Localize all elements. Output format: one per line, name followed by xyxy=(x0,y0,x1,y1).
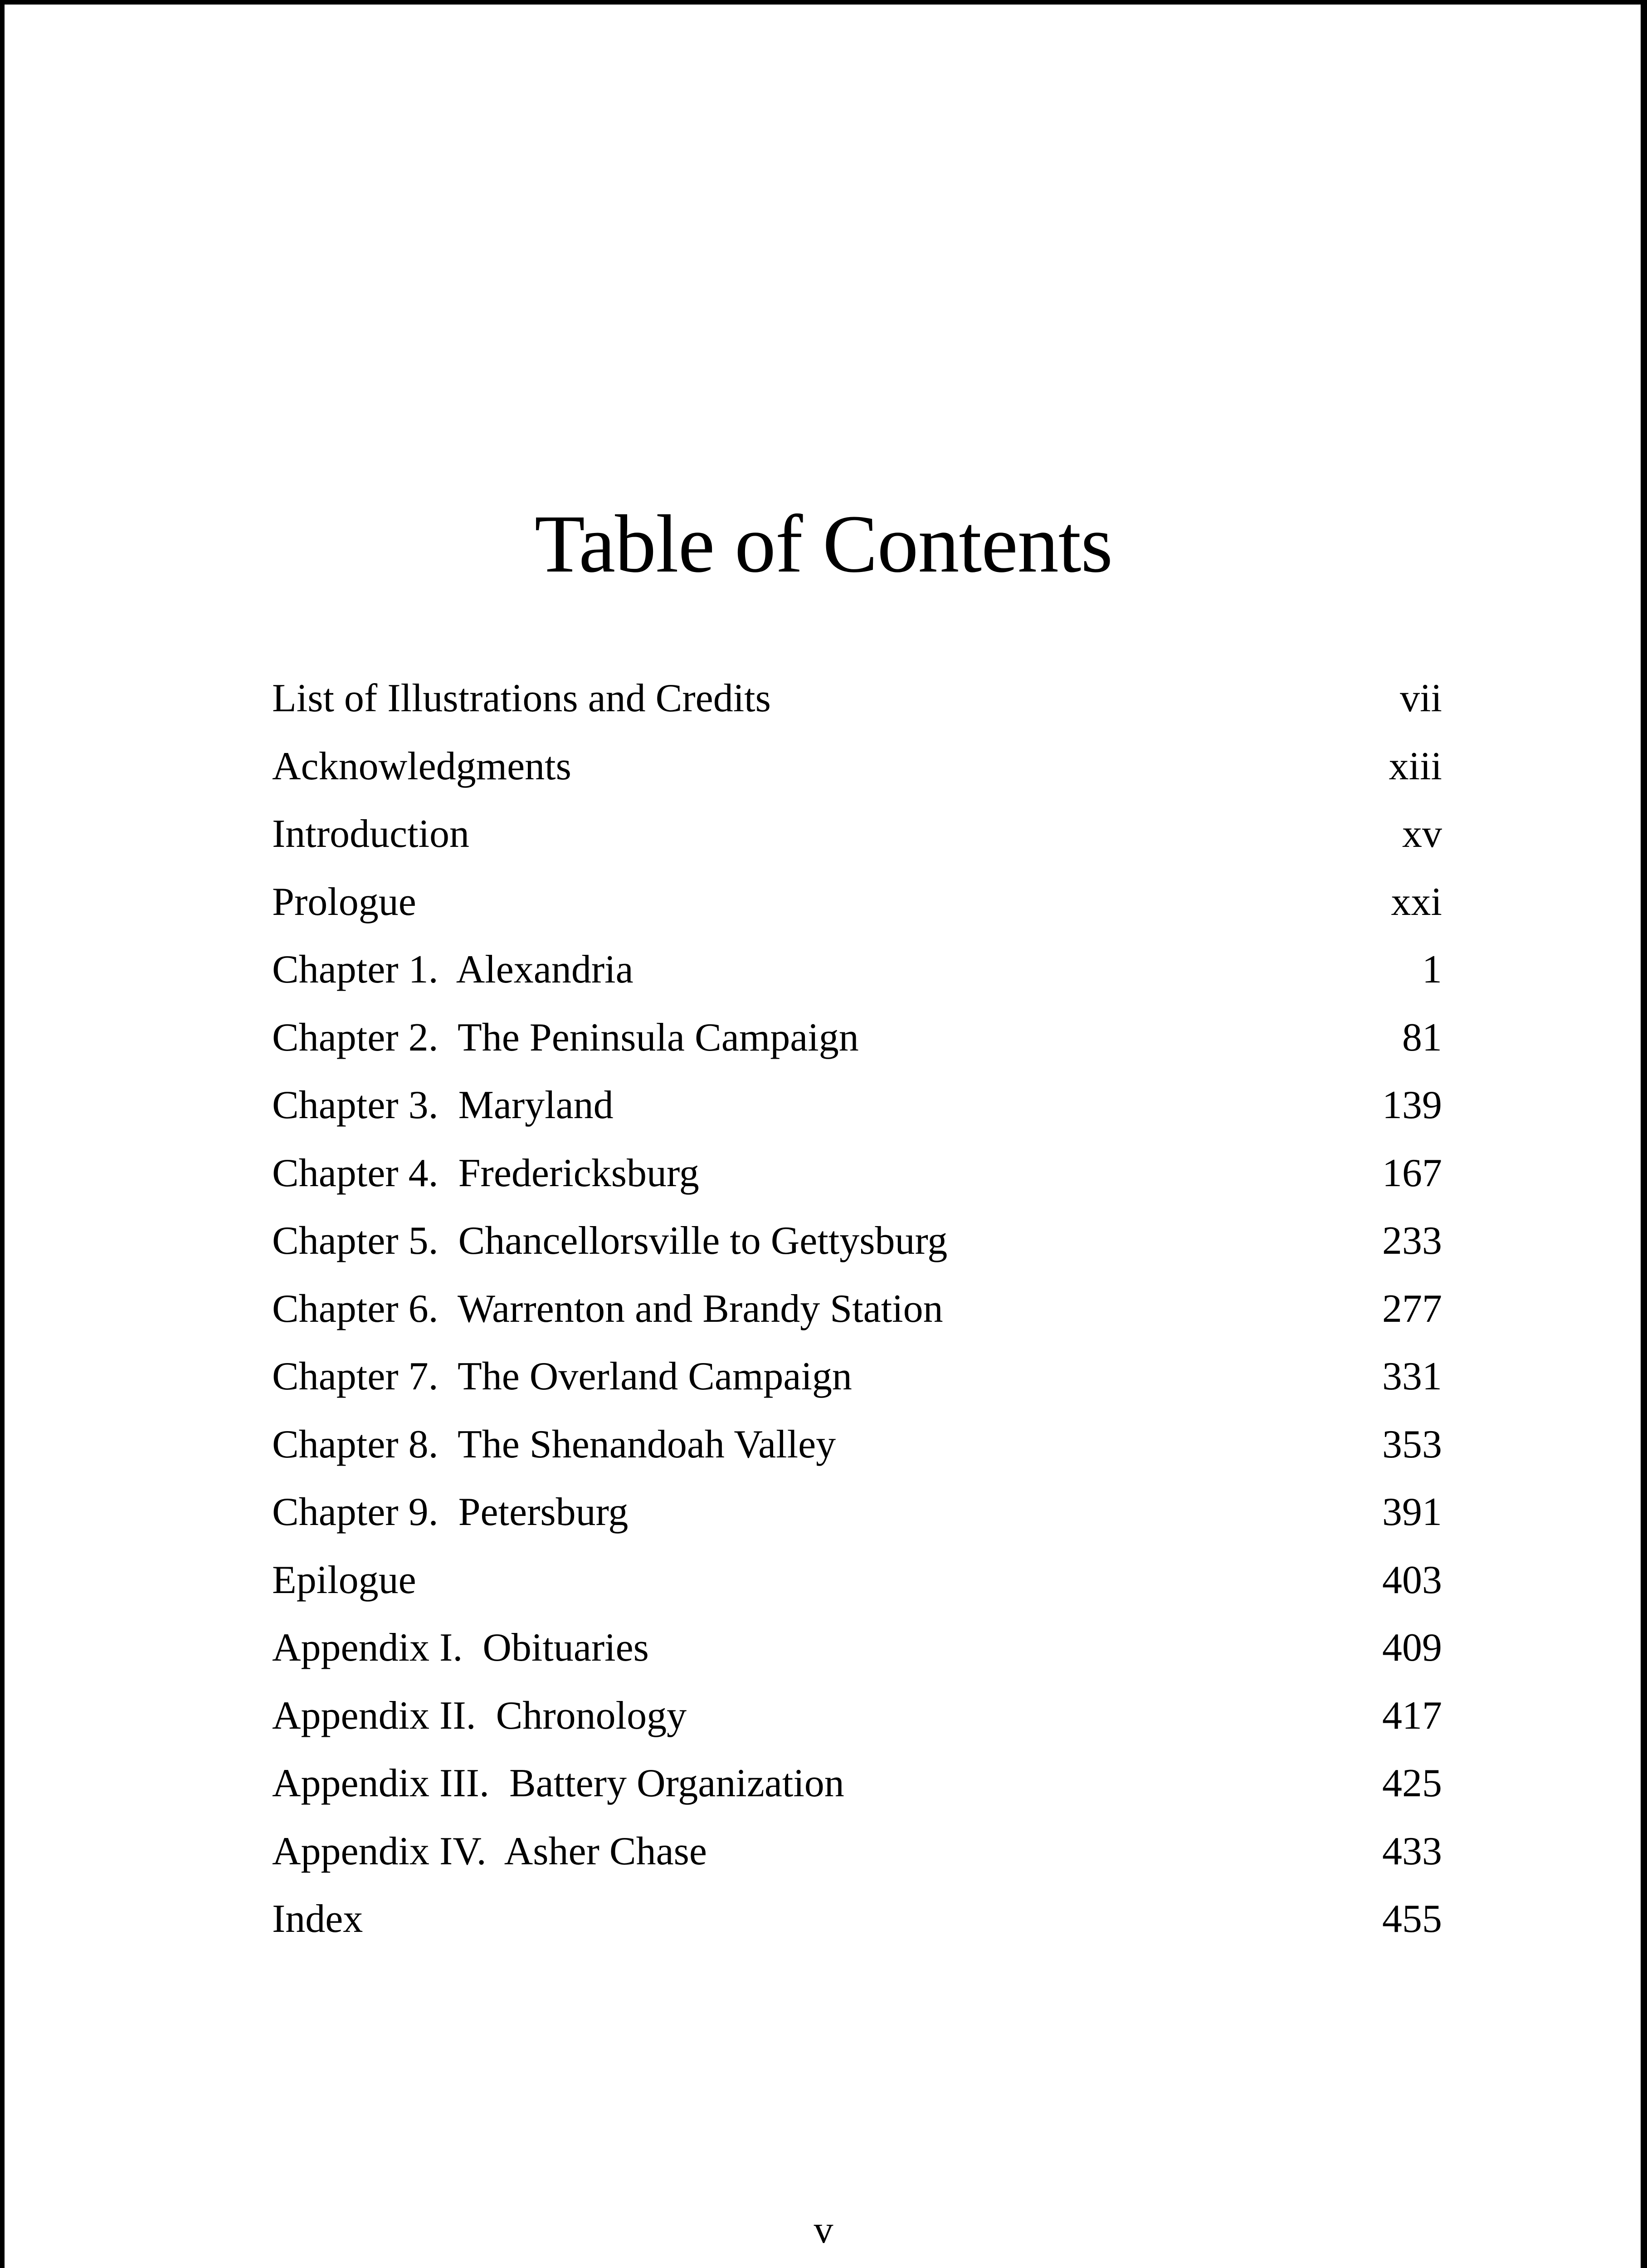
toc-entry-page: 391 xyxy=(1382,1490,1442,1534)
toc-entry-page: xv xyxy=(1402,812,1442,856)
page-title: Table of Contents xyxy=(534,499,1113,590)
toc-entry xyxy=(272,1004,1442,1072)
toc-entry xyxy=(272,1275,1442,1343)
toc-entry-page: xxi xyxy=(1391,880,1442,924)
toc-entry-page: 167 xyxy=(1382,1151,1442,1195)
toc-entry-label: Introduction xyxy=(272,812,470,856)
toc-entry xyxy=(272,1614,1442,1682)
toc-entry-label: Appendix IV. Asher Chase xyxy=(272,1829,707,1873)
toc-entry xyxy=(272,800,1442,868)
toc-entry xyxy=(272,665,1442,733)
toc-entry-page: 81 xyxy=(1402,1015,1442,1060)
toc-entry xyxy=(272,1478,1442,1546)
scan-border-right xyxy=(1641,0,1647,2268)
page-number: v xyxy=(814,2208,833,2251)
toc-entry-page: 233 xyxy=(1382,1219,1442,1263)
toc-entry xyxy=(272,1139,1442,1207)
toc-entry-label: Chapter 3. Maryland xyxy=(272,1083,614,1127)
toc-entry-page: 353 xyxy=(1382,1422,1442,1466)
toc-entry-label: Index xyxy=(272,1897,363,1941)
toc-entry xyxy=(272,936,1442,1004)
toc-entry xyxy=(272,1682,1442,1750)
toc-entry xyxy=(272,1818,1442,1886)
toc-entry-page: 331 xyxy=(1382,1354,1442,1398)
toc-entry-label: Epilogue xyxy=(272,1558,416,1602)
toc-entry xyxy=(272,1207,1442,1275)
toc-entry-label: Chapter 9. Petersburg xyxy=(272,1490,629,1534)
table-of-contents xyxy=(272,665,1442,1953)
toc-entry-label: Chapter 5. Chancellorsville to Gettysburg xyxy=(272,1219,948,1263)
toc-entry xyxy=(272,1885,1442,1953)
toc-entry xyxy=(272,1411,1442,1479)
toc-entry-page: 425 xyxy=(1382,1761,1442,1805)
toc-entry-page: 417 xyxy=(1382,1693,1442,1738)
toc-entry-label: Chapter 2. The Peninsula Campaign xyxy=(272,1015,859,1060)
toc-entry xyxy=(272,1750,1442,1818)
toc-entry-page: 139 xyxy=(1382,1083,1442,1127)
toc-entry-label: List of Illustrations and Credits xyxy=(272,676,771,720)
toc-entry-label: Chapter 4. Fredericksburg xyxy=(272,1151,699,1195)
scan-border-top xyxy=(0,0,1647,5)
toc-entry-label: Acknowledgments xyxy=(272,744,571,788)
toc-entry-label: Chapter 8. The Shenandoah Valley xyxy=(272,1422,836,1466)
toc-entry-label: Appendix I. Obituaries xyxy=(272,1626,649,1670)
toc-entry xyxy=(272,868,1442,936)
toc-entry-label: Chapter 6. Warrenton and Brandy Station xyxy=(272,1286,943,1331)
toc-entry-page: 277 xyxy=(1382,1286,1442,1331)
toc-entry-label: Chapter 7. The Overland Campaign xyxy=(272,1354,852,1398)
toc-entry xyxy=(272,733,1442,801)
toc-entry xyxy=(272,1071,1442,1139)
toc-entry-page: 433 xyxy=(1382,1829,1442,1873)
scan-border-left xyxy=(0,0,5,2268)
toc-entry-label: Appendix II. Chronology xyxy=(272,1693,687,1738)
toc-entry-page: 455 xyxy=(1382,1897,1442,1941)
toc-entry-page: 409 xyxy=(1382,1626,1442,1670)
toc-entry-page: vii xyxy=(1400,676,1442,720)
toc-entry-page: xiii xyxy=(1389,744,1442,788)
toc-entry-label: Prologue xyxy=(272,880,416,924)
toc-entry-page: 1 xyxy=(1422,948,1442,992)
toc-entry-label: Chapter 1. Alexandria xyxy=(272,948,633,992)
toc-entry-page: 403 xyxy=(1382,1558,1442,1602)
toc-entry-label: Appendix III. Battery Organization xyxy=(272,1761,844,1805)
toc-entry xyxy=(272,1343,1442,1411)
toc-entry xyxy=(272,1546,1442,1614)
